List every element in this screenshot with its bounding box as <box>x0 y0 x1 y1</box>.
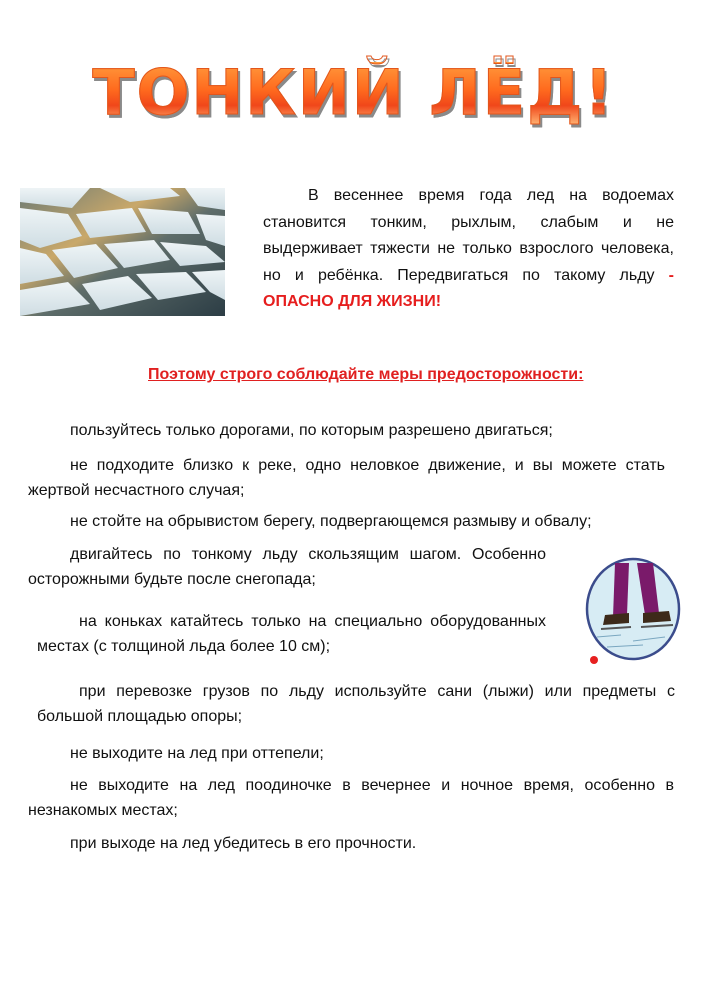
intro-paragraph <box>263 183 674 316</box>
intro-text: В весеннее время года лед на водоемах становится тонким, рыхлым, слабым и не выдерживает тяжести не только взрослого человека, но и ребёнка. Передвигаться по такому льду <box>263 187 674 284</box>
page-title: ТОНКИЙ ЛЁД! <box>0 62 707 124</box>
rule-item: не подходите близко к реке, одно неловкое движение, и вы можете стать жертвой несчастного случая; <box>28 457 665 499</box>
rule-item: при выходе на лед убедитесь в его прочности. <box>70 835 417 852</box>
skater-icon <box>585 557 682 667</box>
danger-warning: - ОПАСНО ДЛЯ ЖИЗНИ! <box>263 266 674 310</box>
thin-ice-photo <box>20 188 225 316</box>
rule-item: при перевозке грузов по льду используйте сани (лыжи) или предметы с большой площадью опоры; <box>37 683 675 725</box>
rule-item: пользуйтесь только дорогами, по которым разрешено двигаться; <box>70 422 553 439</box>
rule-item: не выходите на лед поодиночке в вечернее и ночное время, особенно в незнакомых местах; <box>28 777 674 819</box>
skating-legs-illustration <box>585 557 682 667</box>
cracked-ice-image <box>20 188 225 316</box>
precautions-heading: Поэтому строго соблюдайте меры предосторожности: <box>148 366 584 383</box>
rule-item: двигайтесь по тонкому льду скользящим шагом. Особенно осторожными будьте после снегопада; <box>28 546 546 588</box>
rule-item: на коньках катайтесь только на специально оборудованных местах (с толщиной льда более 10 см); <box>37 613 546 655</box>
rule-item: не выходите на лед при оттепели; <box>70 745 324 762</box>
rule-item: не стойте на обрывистом берегу, подвергающемся размыву и обвалу; <box>70 513 592 530</box>
